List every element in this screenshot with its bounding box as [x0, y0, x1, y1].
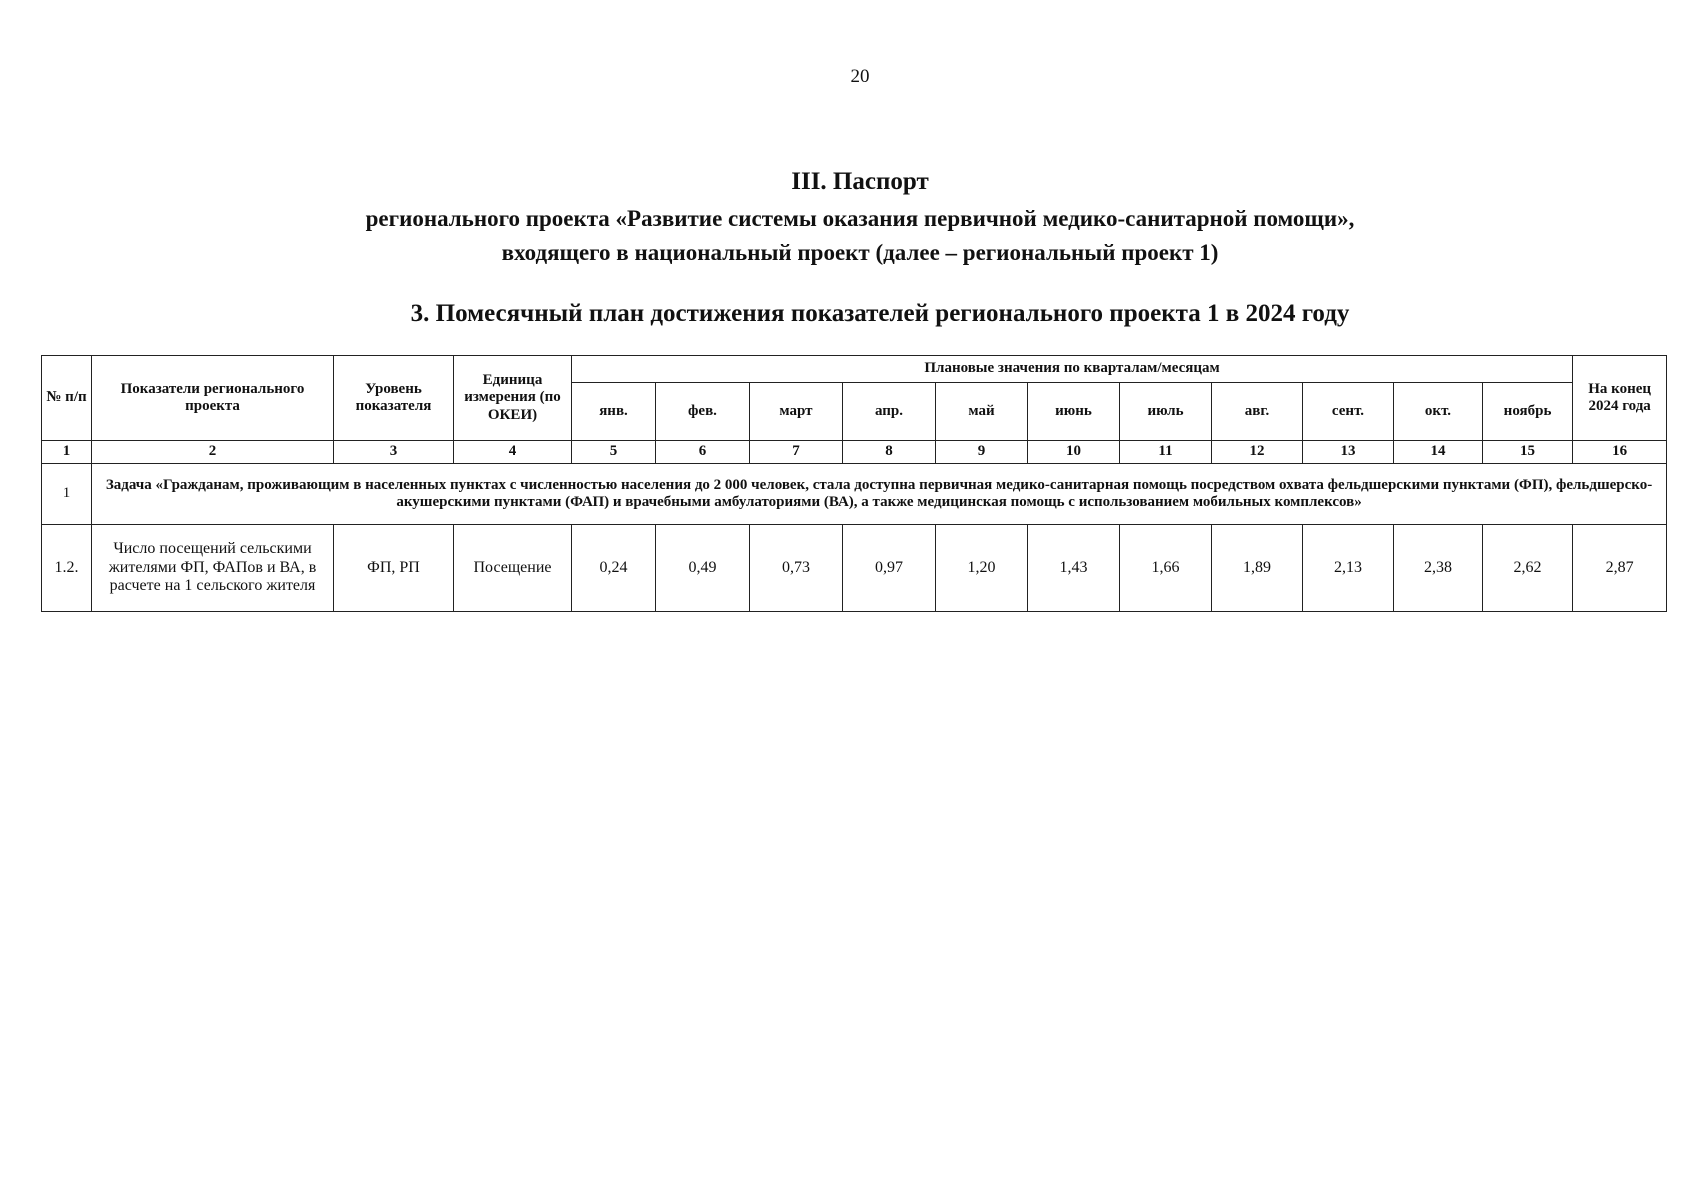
heading-line-1: III. Паспорт [791, 168, 929, 195]
month-header: сент. [1303, 383, 1394, 441]
row-value: 1,43 [1028, 525, 1120, 612]
column-number: 3 [334, 441, 454, 464]
row-value: 0,97 [843, 525, 936, 612]
column-number: 12 [1212, 441, 1303, 464]
row-value: 2,62 [1483, 525, 1573, 612]
column-number: 13 [1303, 441, 1394, 464]
column-number: 16 [1573, 441, 1667, 464]
row-value: 1,20 [936, 525, 1028, 612]
header-num: № п/п [42, 356, 92, 441]
row-value: 1,66 [1120, 525, 1212, 612]
month-header: янв. [572, 383, 656, 441]
page-number: 20 [850, 66, 870, 87]
monthly-plan-table [41, 355, 1667, 612]
column-number: 15 [1483, 441, 1573, 464]
row-num: 1.2. [42, 525, 92, 612]
row-value: 0,24 [572, 525, 656, 612]
month-header: май [936, 383, 1028, 441]
month-header: ноябрь [1483, 383, 1573, 441]
row-unit: Посещение [454, 525, 572, 612]
month-header: март [750, 383, 843, 441]
column-number: 14 [1394, 441, 1483, 464]
column-number: 5 [572, 441, 656, 464]
month-header: окт. [1394, 383, 1483, 441]
month-header: апр. [843, 383, 936, 441]
column-number: 11 [1120, 441, 1212, 464]
section-title: 3. Помесячный план достижения показателей регионального проекта 1 в 2024 году [410, 300, 1350, 327]
column-number: 4 [454, 441, 572, 464]
row-indicator: Число посещений сельскими жителями ФП, ФАПов и ВА, в расчете на 1 сельского жителя [92, 525, 334, 612]
header-end-of-year: На конец 2024 года [1573, 356, 1667, 441]
row-value: 0,49 [656, 525, 750, 612]
month-header: фев. [656, 383, 750, 441]
column-number: 1 [42, 441, 92, 464]
task-num: 1 [42, 464, 92, 525]
column-number: 7 [750, 441, 843, 464]
row-value: 2,38 [1394, 525, 1483, 612]
task-row [42, 464, 1667, 525]
column-number: 9 [936, 441, 1028, 464]
column-number: 2 [92, 441, 334, 464]
column-number: 8 [843, 441, 936, 464]
column-number: 10 [1028, 441, 1120, 464]
row-value: 0,73 [750, 525, 843, 612]
month-header: авг. [1212, 383, 1303, 441]
header-planned-values: Плановые значения по кварталам/месяцам [572, 356, 1573, 383]
row-end-value: 2,87 [1573, 525, 1667, 612]
header-indicator: Показатели регионального проекта [92, 356, 334, 441]
heading-line-2: регионального проекта «Развитие системы оказания первичной медико-санитарной помощи», [365, 206, 1355, 231]
heading-line-3: входящего в национальный проект (далее – региональный проект 1) [501, 240, 1219, 265]
row-value: 1,89 [1212, 525, 1303, 612]
month-header: июнь [1028, 383, 1120, 441]
table-row [42, 525, 1667, 612]
task-text: Задача «Гражданам, проживающим в населенных пунктах с численностью населения до 2 000 человек, стала доступна первичная медико-санитарная помощь посредством охвата фельдшерскими пунктами (ФП), фельдшерско-акушерскими пунктами (ФАП) и врачебными амбулаториями (ВА), а также медицинская помощь с использованием мобильных комплексов» [92, 464, 1667, 525]
row-value: 2,13 [1303, 525, 1394, 612]
row-level: ФП, РП [334, 525, 454, 612]
header-level: Уровень показателя [334, 356, 454, 441]
header-unit: Единица измерения (по ОКЕИ) [454, 356, 572, 441]
month-header: июль [1120, 383, 1212, 441]
column-number: 6 [656, 441, 750, 464]
